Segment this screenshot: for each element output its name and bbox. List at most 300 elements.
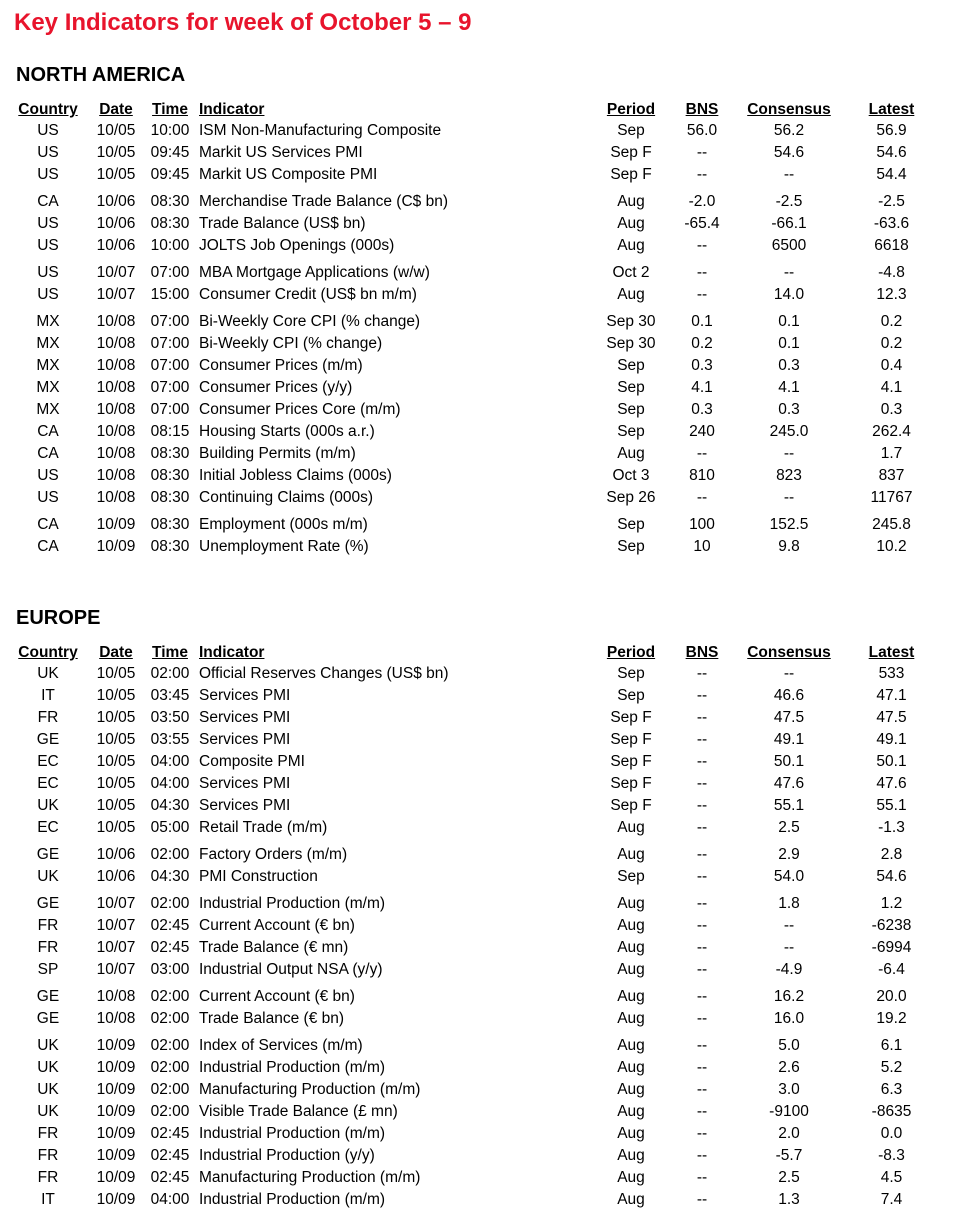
- cell-period: Sep 26: [606, 489, 656, 506]
- cell-period: Aug: [617, 961, 645, 978]
- cell-time: 04:00: [150, 1191, 190, 1208]
- cell-bns: --: [696, 665, 708, 682]
- cell-period: Aug: [617, 895, 645, 912]
- cell-latest: 54.6: [876, 868, 907, 885]
- cell-date: 10/09: [96, 1125, 136, 1142]
- cell-indicator: Retail Trade (m/m): [199, 819, 328, 836]
- table-row: [14, 120, 939, 142]
- table-row: [14, 284, 939, 306]
- cell-country: CA: [37, 445, 59, 462]
- table-header-row: [14, 643, 939, 663]
- cell-period: Sep: [617, 665, 645, 682]
- cell-bns: 100: [689, 516, 715, 533]
- cell-period: Sep: [617, 122, 645, 139]
- cell-consensus: 823: [776, 467, 802, 484]
- cell-consensus: 47.6: [773, 775, 805, 792]
- cell-period: Sep: [617, 516, 645, 533]
- table-row: [14, 443, 939, 465]
- cell-indicator: Trade Balance (€ mn): [199, 939, 349, 956]
- cell-date: 10/08: [96, 1010, 136, 1027]
- cell-latest: 55.1: [876, 797, 907, 814]
- cell-date: 10/05: [96, 122, 136, 139]
- cell-bns: 0.3: [691, 357, 713, 374]
- cell-latest: 47.1: [876, 687, 907, 704]
- cell-latest: 10.2: [876, 538, 907, 555]
- cell-date: 10/05: [96, 753, 136, 770]
- cell-time: 05:00: [150, 819, 190, 836]
- cell-period: Sep: [617, 868, 645, 885]
- table-row: [14, 663, 939, 685]
- cell-indicator: Industrial Production (m/m): [199, 1191, 386, 1208]
- cell-period: Aug: [617, 1081, 645, 1098]
- cell-time: 02:45: [150, 917, 190, 934]
- cell-period: Aug: [617, 1059, 645, 1076]
- cell-bns: --: [696, 1169, 708, 1186]
- cell-indicator: Manufacturing Production (m/m): [199, 1081, 421, 1098]
- cell-country: UK: [37, 1059, 59, 1076]
- cell-time: 02:45: [150, 939, 190, 956]
- cell-latest: 19.2: [876, 1010, 907, 1027]
- cell-time: 04:30: [150, 797, 190, 814]
- cell-indicator: Continuing Claims (000s): [199, 489, 374, 506]
- cell-date: 10/05: [96, 775, 136, 792]
- table-row: [14, 981, 939, 1008]
- cell-consensus: 4.1: [778, 379, 800, 396]
- cell-bns: --: [696, 797, 708, 814]
- cell-period: Sep: [617, 538, 645, 555]
- column-header-date: Date: [99, 644, 133, 661]
- column-header-country: Country: [18, 644, 78, 661]
- cell-country: FR: [37, 1147, 59, 1164]
- cell-country: US: [37, 166, 59, 183]
- cell-time: 08:30: [150, 516, 190, 533]
- cell-period: Aug: [617, 917, 645, 934]
- cell-bns: --: [696, 939, 708, 956]
- table-row: [14, 333, 939, 355]
- table-row: [14, 509, 939, 536]
- cell-period: Aug: [617, 988, 645, 1005]
- cell-indicator: Index of Services (m/m): [199, 1037, 363, 1054]
- cell-period: Aug: [617, 1147, 645, 1164]
- cell-date: 10/09: [96, 516, 136, 533]
- cell-consensus: -5.7: [775, 1147, 803, 1164]
- cell-time: 02:00: [150, 665, 190, 682]
- cell-country: FR: [37, 939, 59, 956]
- cell-consensus: 47.5: [773, 709, 805, 726]
- table-row: [14, 421, 939, 443]
- cell-country: US: [37, 489, 59, 506]
- cell-time: 09:45: [150, 144, 190, 161]
- cell-indicator: Trade Balance (US$ bn): [199, 215, 366, 232]
- cell-indicator: ISM Non-Manufacturing Composite: [199, 122, 442, 139]
- cell-period: Sep F: [610, 797, 652, 814]
- table-row: [14, 186, 939, 213]
- cell-latest: 20.0: [876, 988, 907, 1005]
- cell-country: EC: [37, 753, 59, 770]
- cell-time: 02:45: [150, 1125, 190, 1142]
- cell-date: 10/09: [96, 1169, 136, 1186]
- cell-consensus: --: [783, 264, 795, 281]
- cell-latest: 262.4: [872, 423, 911, 440]
- cell-country: US: [37, 286, 59, 303]
- cell-indicator: Industrial Production (m/m): [199, 1125, 386, 1142]
- cell-date: 10/06: [96, 193, 136, 210]
- column-header-bns: BNS: [685, 644, 719, 661]
- europe-table: [14, 643, 939, 1211]
- cell-bns: --: [696, 1059, 708, 1076]
- cell-consensus: 50.1: [773, 753, 805, 770]
- cell-time: 02:00: [150, 1103, 190, 1120]
- cell-country: FR: [37, 709, 59, 726]
- cell-consensus: 1.8: [778, 895, 800, 912]
- table-row: [14, 729, 939, 751]
- cell-date: 10/05: [96, 687, 136, 704]
- cell-latest: -63.6: [873, 215, 910, 232]
- cell-indicator: Services PMI: [199, 797, 291, 814]
- cell-bns: --: [696, 917, 708, 934]
- cell-latest: 1.7: [880, 445, 903, 462]
- column-header-period: Period: [606, 644, 656, 661]
- cell-bns: 0.1: [691, 313, 713, 330]
- table-row: [14, 751, 939, 773]
- cell-consensus: --: [783, 489, 795, 506]
- cell-latest: 12.3: [876, 286, 907, 303]
- column-header-country: Country: [18, 101, 78, 118]
- cell-country: CA: [37, 538, 59, 555]
- cell-time: 02:45: [150, 1169, 190, 1186]
- table-row: [14, 1101, 939, 1123]
- cell-time: 07:00: [150, 401, 190, 418]
- cell-date: 10/06: [96, 215, 136, 232]
- column-header-bns: BNS: [685, 101, 719, 118]
- cell-country: CA: [37, 423, 59, 440]
- cell-bns: --: [696, 144, 708, 161]
- cell-date: 10/09: [96, 1037, 136, 1054]
- cell-date: 10/09: [96, 538, 136, 555]
- cell-latest: 49.1: [876, 731, 907, 748]
- cell-consensus: 152.5: [769, 516, 809, 533]
- cell-time: 03:45: [150, 687, 190, 704]
- cell-indicator: Housing Starts (000s a.r.): [199, 423, 375, 440]
- cell-consensus: --: [783, 665, 795, 682]
- table-row: [14, 257, 939, 284]
- cell-indicator: Consumer Prices (y/y): [199, 379, 353, 396]
- table-row: [14, 685, 939, 707]
- cell-country: UK: [37, 797, 59, 814]
- cell-bns: 4.1: [691, 379, 713, 396]
- cell-indicator: Building Permits (m/m): [199, 445, 356, 462]
- cell-time: 07:00: [150, 264, 190, 281]
- cell-period: Sep F: [610, 166, 652, 183]
- cell-indicator: Markit US Services PMI: [199, 144, 363, 161]
- cell-time: 08:30: [150, 193, 190, 210]
- table-row: [14, 213, 939, 235]
- cell-indicator: Official Reserves Changes (US$ bn): [199, 665, 449, 682]
- cell-period: Sep: [617, 379, 645, 396]
- cell-date: 10/08: [96, 489, 136, 506]
- table-row: [14, 1123, 939, 1145]
- cell-bns: --: [696, 166, 708, 183]
- cell-indicator: Services PMI: [199, 775, 291, 792]
- cell-period: Aug: [617, 939, 645, 956]
- cell-period: Sep F: [610, 709, 652, 726]
- cell-date: 10/05: [96, 144, 136, 161]
- cell-indicator: Consumer Prices Core (m/m): [199, 401, 401, 418]
- cell-latest: 6.1: [880, 1037, 903, 1054]
- cell-country: UK: [37, 665, 59, 682]
- table-row: [14, 355, 939, 377]
- cell-indicator: Initial Jobless Claims (000s): [199, 467, 392, 484]
- cell-latest: 54.4: [876, 166, 907, 183]
- cell-indicator: Merchandise Trade Balance (C$ bn): [199, 193, 448, 210]
- cell-time: 02:00: [150, 846, 190, 863]
- cell-indicator: Employment (000s m/m): [199, 516, 368, 533]
- cell-indicator: Trade Balance (€ bn): [199, 1010, 345, 1027]
- cell-country: GE: [36, 846, 60, 863]
- cell-bns: -2.0: [688, 193, 716, 210]
- table-row: [14, 536, 939, 558]
- cell-time: 04:00: [150, 753, 190, 770]
- cell-date: 10/08: [96, 423, 136, 440]
- cell-bns: --: [696, 775, 708, 792]
- cell-indicator: Services PMI: [199, 731, 291, 748]
- cell-bns: --: [696, 489, 708, 506]
- cell-time: 09:45: [150, 166, 190, 183]
- cell-time: 02:45: [150, 1147, 190, 1164]
- cell-country: US: [37, 467, 59, 484]
- table-row: [14, 487, 939, 509]
- table-row: [14, 1167, 939, 1189]
- cell-latest: -1.3: [878, 819, 905, 836]
- cell-consensus: 14.0: [773, 286, 805, 303]
- cell-period: Oct 3: [612, 467, 650, 484]
- table-row: [14, 399, 939, 421]
- cell-indicator: Consumer Prices (m/m): [199, 357, 363, 374]
- cell-period: Aug: [617, 1010, 645, 1027]
- cell-indicator: Factory Orders (m/m): [199, 846, 348, 863]
- cell-consensus: 9.8: [778, 538, 800, 555]
- cell-period: Sep F: [610, 775, 652, 792]
- table-row: [14, 1079, 939, 1101]
- cell-bns: --: [696, 1037, 708, 1054]
- cell-consensus: --: [783, 939, 795, 956]
- cell-country: UK: [37, 1103, 59, 1120]
- cell-latest: 47.6: [876, 775, 907, 792]
- cell-bns: --: [696, 709, 708, 726]
- cell-consensus: 5.0: [778, 1037, 800, 1054]
- cell-consensus: 2.9: [778, 846, 800, 863]
- cell-date: 10/08: [96, 401, 136, 418]
- section-title-europe: EUROPE: [16, 607, 101, 629]
- cell-country: UK: [37, 1081, 59, 1098]
- cell-indicator: PMI Construction: [199, 868, 318, 885]
- cell-period: Aug: [617, 1037, 645, 1054]
- column-header-period: Period: [606, 101, 656, 118]
- cell-bns: --: [696, 731, 708, 748]
- cell-latest: 1.2: [880, 895, 903, 912]
- cell-bns: --: [696, 1125, 708, 1142]
- cell-country: MX: [36, 379, 60, 396]
- cell-date: 10/07: [96, 917, 136, 934]
- cell-latest: -6994: [871, 939, 912, 956]
- cell-period: Sep F: [610, 144, 652, 161]
- cell-period: Sep: [617, 687, 645, 704]
- cell-latest: 47.5: [876, 709, 907, 726]
- cell-indicator: Visible Trade Balance (£ mn): [199, 1103, 398, 1120]
- cell-bns: --: [696, 286, 708, 303]
- cell-time: 08:30: [150, 489, 190, 506]
- cell-country: UK: [37, 1037, 59, 1054]
- table-row: [14, 773, 939, 795]
- cell-consensus: -2.5: [775, 193, 803, 210]
- table-row: [14, 866, 939, 888]
- cell-time: 03:50: [150, 709, 190, 726]
- column-header-indicator: Indicator: [199, 644, 265, 661]
- cell-date: 10/07: [96, 895, 136, 912]
- cell-time: 02:00: [150, 1059, 190, 1076]
- cell-bns: -65.4: [684, 215, 720, 232]
- table-row: [14, 817, 939, 839]
- cell-latest: 0.2: [880, 335, 903, 352]
- section-title-north-america: NORTH AMERICA: [16, 64, 186, 86]
- cell-date: 10/08: [96, 988, 136, 1005]
- cell-latest: 54.6: [876, 144, 907, 161]
- cell-indicator: Bi-Weekly CPI (% change): [199, 335, 383, 352]
- cell-consensus: 2.5: [778, 1169, 800, 1186]
- cell-date: 10/07: [96, 939, 136, 956]
- cell-country: MX: [36, 313, 60, 330]
- table-header-row: [14, 100, 939, 120]
- cell-time: 10:00: [150, 237, 190, 254]
- cell-time: 02:00: [150, 1037, 190, 1054]
- page-title: Key Indicators for week of October 5 – 9: [14, 9, 472, 36]
- cell-country: UK: [37, 868, 59, 885]
- cell-country: FR: [37, 1125, 59, 1142]
- cell-consensus: 54.0: [773, 868, 805, 885]
- cell-indicator: Current Account (€ bn): [199, 917, 355, 934]
- cell-time: 02:00: [150, 1010, 190, 1027]
- north-america-table: [14, 100, 939, 558]
- cell-date: 10/09: [96, 1147, 136, 1164]
- column-header-time: Time: [152, 101, 188, 118]
- cell-date: 10/07: [96, 961, 136, 978]
- column-header-consensus: Consensus: [747, 101, 831, 118]
- cell-date: 10/05: [96, 709, 136, 726]
- table-row: [14, 707, 939, 729]
- cell-time: 04:00: [150, 775, 190, 792]
- table-row: [14, 888, 939, 915]
- cell-bns: 10: [693, 538, 711, 555]
- cell-period: Sep F: [610, 731, 652, 748]
- cell-latest: 0.3: [880, 401, 903, 418]
- cell-consensus: 46.6: [773, 687, 805, 704]
- cell-country: GE: [36, 1010, 60, 1027]
- cell-country: GE: [36, 988, 60, 1005]
- cell-consensus: 6500: [771, 237, 807, 254]
- column-header-latest: Latest: [868, 101, 915, 118]
- cell-consensus: -9100: [769, 1103, 809, 1120]
- cell-bns: --: [696, 264, 708, 281]
- cell-date: 10/09: [96, 1081, 136, 1098]
- cell-consensus: 54.6: [773, 144, 805, 161]
- cell-time: 08:15: [150, 423, 190, 440]
- cell-consensus: 55.1: [773, 797, 805, 814]
- table-row: [14, 959, 939, 981]
- cell-date: 10/07: [96, 286, 136, 303]
- cell-consensus: 1.3: [778, 1191, 800, 1208]
- cell-date: 10/05: [96, 665, 136, 682]
- cell-period: Aug: [617, 846, 645, 863]
- table-row: [14, 937, 939, 959]
- cell-time: 02:00: [150, 895, 190, 912]
- cell-indicator: Manufacturing Production (m/m): [199, 1169, 421, 1186]
- cell-consensus: 0.3: [778, 357, 800, 374]
- cell-country: US: [37, 264, 59, 281]
- cell-latest: -4.8: [878, 264, 905, 281]
- cell-bns: 0.3: [691, 401, 713, 418]
- cell-indicator: Composite PMI: [199, 753, 305, 770]
- cell-consensus: 16.0: [773, 1010, 805, 1027]
- table-row: [14, 142, 939, 164]
- cell-period: Aug: [617, 237, 645, 254]
- table-row: [14, 915, 939, 937]
- cell-bns: 810: [689, 467, 715, 484]
- cell-consensus: --: [783, 445, 795, 462]
- table-row: [14, 306, 939, 333]
- table-row: [14, 164, 939, 186]
- cell-country: CA: [37, 193, 59, 210]
- cell-time: 02:00: [150, 988, 190, 1005]
- cell-consensus: 0.3: [778, 401, 800, 418]
- table-row: [14, 839, 939, 866]
- cell-time: 03:55: [150, 731, 190, 748]
- cell-latest: -6238: [871, 917, 912, 934]
- cell-country: US: [37, 215, 59, 232]
- cell-country: CA: [37, 516, 59, 533]
- cell-latest: 2.8: [880, 846, 903, 863]
- cell-country: FR: [37, 1169, 59, 1186]
- cell-bns: --: [696, 445, 708, 462]
- cell-period: Aug: [617, 286, 645, 303]
- cell-bns: --: [696, 988, 708, 1005]
- cell-time: 15:00: [150, 286, 190, 303]
- cell-latest: 0.0: [880, 1125, 903, 1142]
- cell-date: 10/06: [96, 846, 136, 863]
- cell-time: 07:00: [150, 379, 190, 396]
- column-header-latest: Latest: [868, 644, 915, 661]
- cell-date: 10/05: [96, 797, 136, 814]
- cell-consensus: 245.0: [769, 423, 809, 440]
- cell-time: 04:30: [150, 868, 190, 885]
- cell-country: MX: [36, 401, 60, 418]
- cell-date: 10/07: [96, 264, 136, 281]
- column-header-consensus: Consensus: [747, 644, 831, 661]
- table-row: [14, 1030, 939, 1057]
- cell-country: EC: [37, 775, 59, 792]
- cell-time: 07:00: [150, 357, 190, 374]
- cell-latest: 6.3: [880, 1081, 903, 1098]
- cell-consensus: 16.2: [773, 988, 805, 1005]
- cell-bns: --: [696, 895, 708, 912]
- cell-date: 10/09: [96, 1103, 136, 1120]
- cell-bns: 240: [689, 423, 715, 440]
- cell-date: 10/08: [96, 335, 136, 352]
- cell-bns: --: [696, 1081, 708, 1098]
- cell-latest: 4.1: [880, 379, 903, 396]
- cell-period: Sep: [617, 401, 645, 418]
- cell-bns: --: [696, 961, 708, 978]
- column-header-date: Date: [99, 101, 133, 118]
